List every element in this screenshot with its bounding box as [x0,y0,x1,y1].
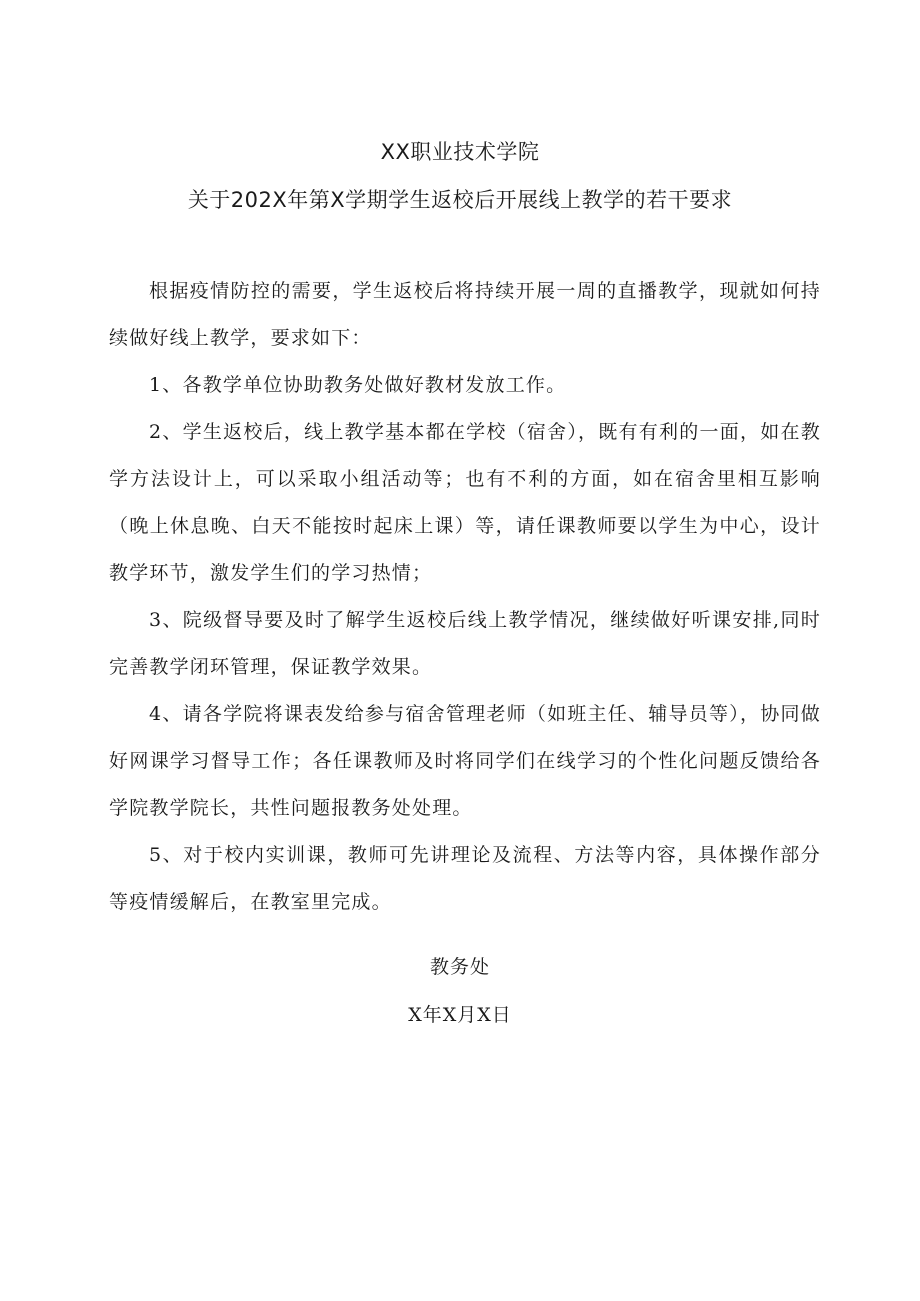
paragraph-item-2: 2、学生返校后，线上教学基本都在学校（宿舍），既有有利的一面，如在教学方法设计上，可以采取小组活动等；也有不利的方面，如在宿舍里相互影响（晚上休息晚、白天不能按时起床上课）等，请任课教师要以学生为中心，设计教学环节，激发学生们的学习热情； [109,421,821,584]
document-body [109,268,821,926]
paragraph-intro: 根据疫情防控的需要，学生返校后将持续开展一周的直播教学，现就如何持续做好线上教学，要求如下： [109,280,821,349]
document-title-institution: XX职业技术学院 [380,140,540,164]
paragraph-item-4: 4、请各学院将课表发给参与宿舍管理老师（如班主任、辅导员等），协同做好网课学习督导工作；各任课教师及时将同学们在线学习的个性化问题反馈给各学院教学院长，共性问题报教务处处理。 [109,703,821,819]
signature-date: X年X月X日 [408,1004,512,1026]
paragraph-item-1: 1、各教学单位协助教务处做好教材发放工作。 [149,374,567,396]
signature-office: 教务处 [429,956,490,978]
document-title-subject: 关于202X年第X学期学生返校后开展线上教学的若干要求 [187,188,733,212]
paragraph-item-3: 3、院级督导要及时了解学生返校后线上教学情况，继续做好听课安排,同时完善教学闭环管理，保证教学效果。 [109,609,821,678]
paragraph-item-5: 5、对于校内实训课，教师可先讲理论及流程、方法等内容，具体操作部分等疫情缓解后，在教室里完成。 [109,844,821,913]
